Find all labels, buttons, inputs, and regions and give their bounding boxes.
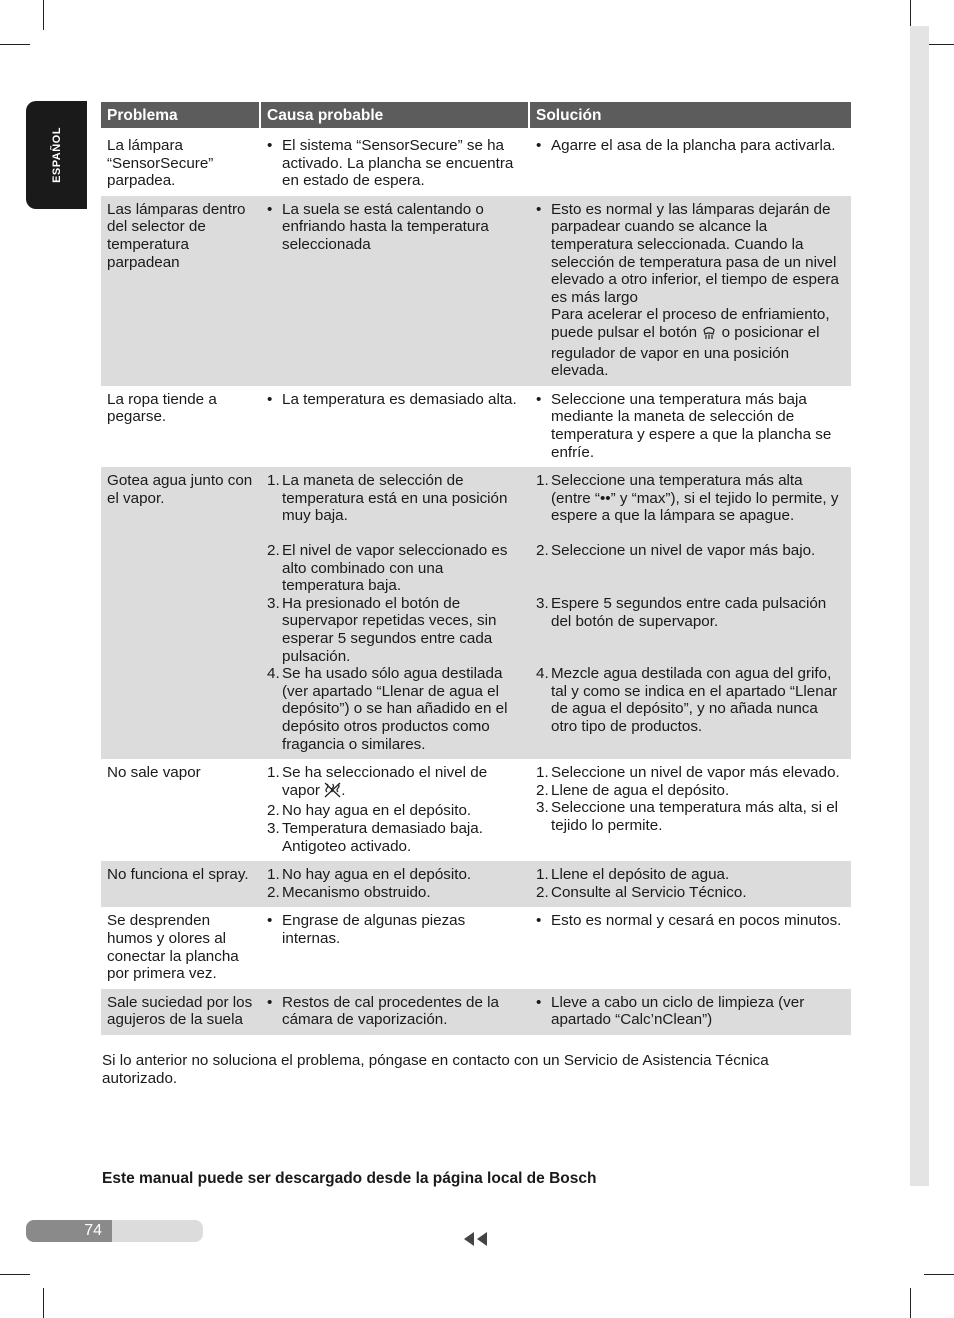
solution-item: 3. Espere 5 segundos entre cada pulsación del botón de supervapor. [536,595,827,630]
cause-item: 3. Ha presionado el botón de supervapor repetidas veces, sin esperar 5 segundos entre cada pulsación. [267,594,497,665]
support-note: Si lo anterior no soluciona el problema, póngase en contacto con un Servicio de Asistencia Técnica autorizado. [102,1052,769,1087]
cause-cell [261,989,530,1035]
page-edge-strip [910,26,929,1186]
problem-cell: La ropa tiende a pegarse. [107,390,217,426]
cause-cell [261,467,530,759]
solution-text: Para acelerar el proceso de enfriamiento, puede pulsar el botón [551,306,830,341]
cause-item: 1. No hay agua en el depósito. [267,866,472,884]
table-row [101,132,851,196]
crop-mark [0,44,30,45]
solution-item: 2. Consulte al Servicio Técnico. [536,883,747,901]
table-row [101,907,851,988]
solution-text: o posicionar el regulador de vapor en una posición elevada. [551,323,820,380]
solution-item: 1. Llene el depósito de agua. [536,866,730,884]
header-solution: Solución [530,102,851,132]
temperature-cool-icon [701,324,717,345]
cause-cell [261,386,530,467]
cause-cell [261,907,530,988]
cause-item: 1. Se ha seleccionado el nivel de vapor . [267,764,524,802]
cause-item: • El sistema “SensorSecure” se ha activado. La plancha se encuentra en estado de espera. [267,137,524,190]
solution-item: 2. Llene de agua el depósito. [536,781,730,799]
table-row [101,196,851,386]
solution-item: 1. Seleccione un nivel de vapor más elevado. [536,764,840,782]
solution-item: • Esto es normal y cesará en pocos minutos. [536,912,845,930]
problem-cell: Gotea agua junto con el vapor. [101,467,261,759]
solution-cell [530,989,851,1035]
cause-item: 2. Mecanismo obstruido. [267,883,431,901]
problem-cell: Las lámparas dentro del selector de temperatura parpadean [101,196,261,386]
cause-item: 1. La maneta de selección de temperatura está en una posición muy baja. [267,472,508,525]
solution-item: 4. Mezcle agua destilada con agua del grifo, tal y como se indica en el apartado “Llenar de agua el depósito”, y no añada nunca otro tipo de productos. [536,665,838,735]
solution-cell [530,196,851,386]
table-row [101,386,851,467]
solution-item: • Seleccione una temperatura más baja mediante la maneta de selección de temperatura y espere a que la plancha se enfríe. [536,391,845,461]
solution-item [536,201,845,380]
crop-mark [43,0,44,30]
problem-cell: La lámpara “SensorSecure” parpadea. [107,137,214,190]
page-number: 74 [26,1220,112,1242]
cause-item: • Restos de cal procedentes de la cámara de vaporización. [267,994,524,1029]
solution-item: 2. Seleccione un nivel de vapor más bajo. [536,542,816,560]
solution-cell [530,132,851,196]
solution-cell [530,907,851,988]
cause-cell [261,132,530,196]
language-label: ESPAÑOL [50,127,63,183]
solution-item: 3. Seleccione una temperatura más alta, si el tejido lo permite. [536,799,839,834]
table-row [101,989,851,1035]
problem-cell: Se desprenden humos y olores al conectar la plancha por primera vez. [107,912,239,983]
problem-cell: Sale suciedad por los agujeros de la suela [101,989,261,1035]
cause-item: 4. Se ha usado sólo agua destilada (ver apartado “Llenar de agua el depósito”) o se han añadido en el depósito otros productos como fragancia o similares. [267,665,508,753]
cause-item: 2. El nivel de vapor seleccionado es alto combinado con una temperatura baja. [267,542,508,595]
cause-cell [261,196,530,386]
cause-item: • Engrase de algunas piezas internas. [267,912,524,947]
cause-item: 2. No hay agua en el depósito. [267,802,472,820]
steam-off-icon [324,782,341,803]
cause-cell [261,861,530,907]
table-row [101,759,851,861]
crop-mark [0,1274,30,1275]
solution-cell [530,386,851,467]
table-row [101,467,851,759]
cause-item: • La temperatura es demasiado alta. [267,391,524,409]
solution-cell [530,759,851,861]
language-tab [26,101,87,209]
table-header-row [101,102,851,132]
header-cause: Causa probable [261,102,530,132]
troubleshooting-table [101,102,851,1035]
back-arrows-icon[interactable] [463,1232,489,1251]
table-row [101,861,851,907]
solution-item: 1. Seleccione una temperatura más alta (entre “••” y “max”), si el tejido lo permite, y espere a que la lámpara se apague. [536,472,839,525]
crop-mark [910,1288,911,1318]
header-problem: Problema [101,102,261,132]
problem-cell: No funciona el spray. [101,861,261,907]
solution-item: • Agarre el asa de la plancha para activarla. [536,137,845,155]
crop-mark [924,1274,954,1275]
solution-item: • Lleve a cabo un ciclo de limpieza (ver apartado “Calc’nClean”) [536,994,845,1029]
solution-text: Esto es normal y las lámparas dejarán de parpadear cuando se alcance la temperatura seleccionada. Cuando la selección de temperatura pasa de un nivel elevado a otro inferior, el tiempo de espera es más largo [551,200,839,306]
cause-cell [261,759,530,861]
download-note: Este manual puede ser descargado desde la página local de Bosch [102,1170,597,1187]
crop-mark [43,1288,44,1318]
solution-cell [530,467,851,759]
problem-cell: No sale vapor [107,764,201,782]
cause-item: • La suela se está calentando o enfriando hasta la temperatura seleccionada [267,201,524,254]
cause-item: 3. Temperatura demasiado baja. Antigoteo activado. [267,820,483,855]
solution-cell [530,861,851,907]
